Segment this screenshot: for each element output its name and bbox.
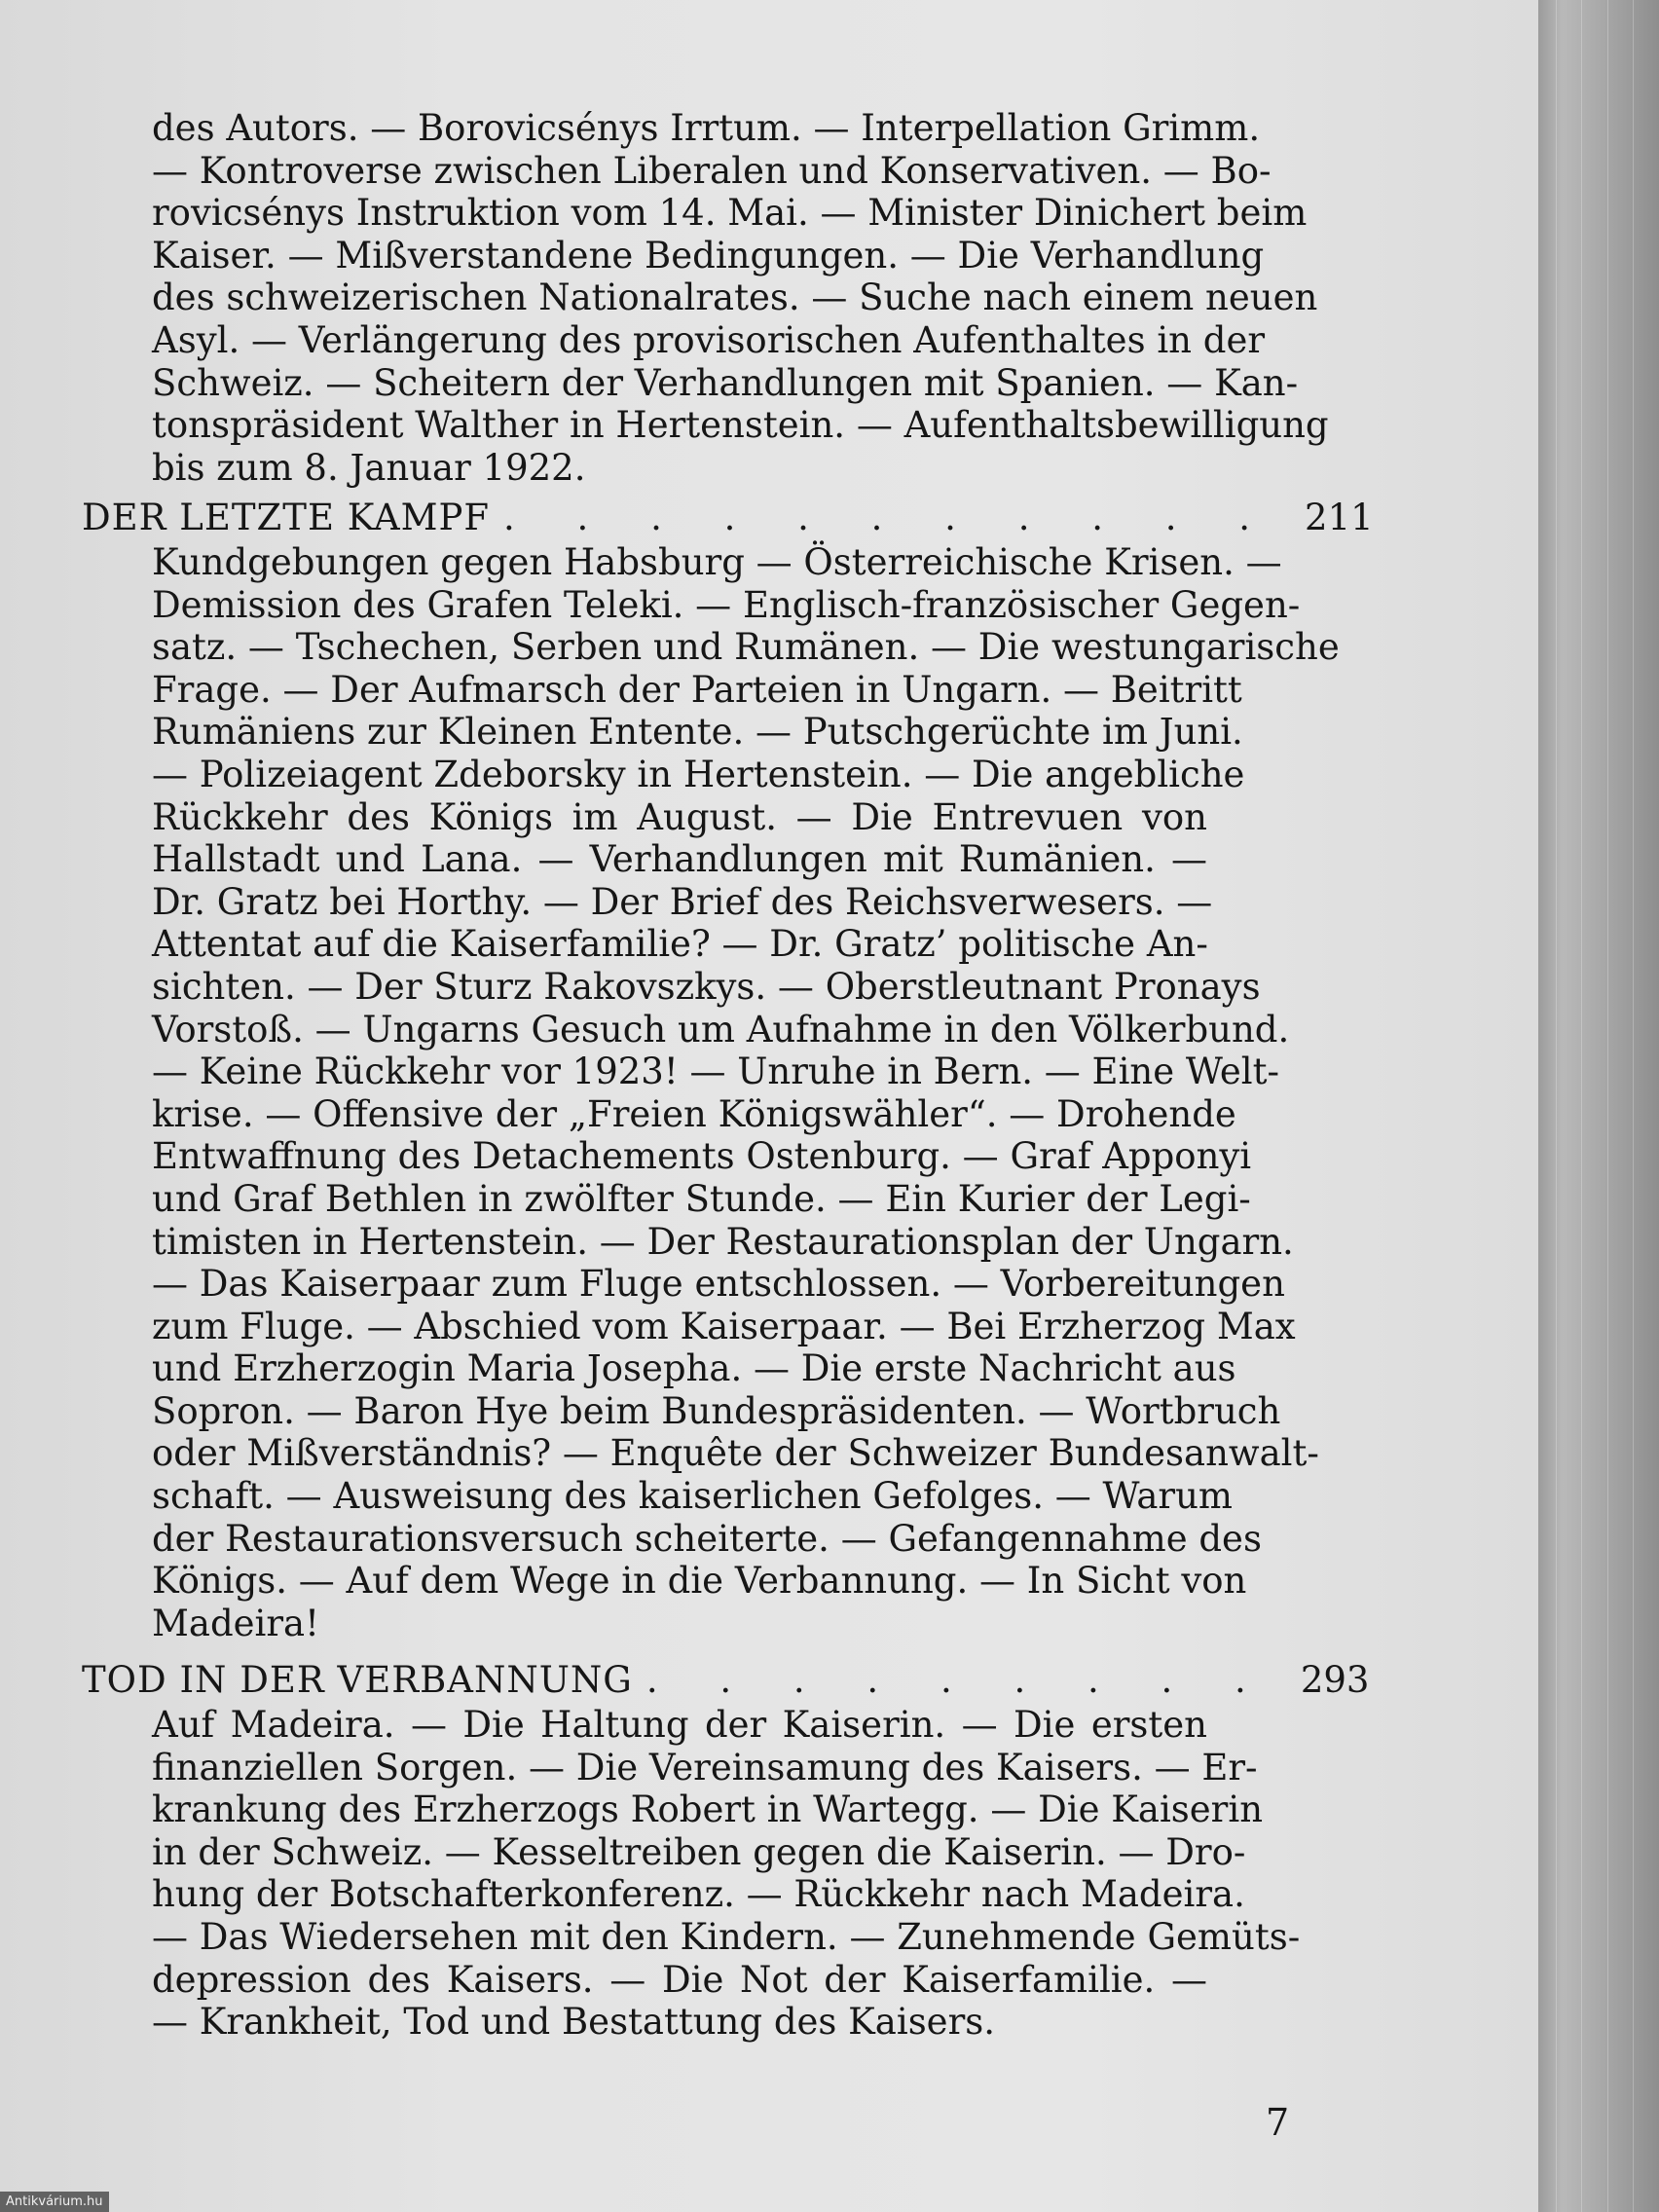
toc-line: Auf Madeira. — Die Haltung der Kaiserin. — Die ersten (152, 1704, 1207, 1746)
chapter-heading-tod-in-der-verbannung (82, 1659, 1370, 1702)
toc-line: — Krankheit, Tod und Bestattung des Kaisers. (152, 2001, 996, 2044)
toc-line: der Restaurationsversuch scheiterte. — Gefangennahme des (152, 1517, 1262, 1560)
toc-line: timisten in Hertenstein. — Der Restaurationsplan der Ungarn. (152, 1220, 1294, 1263)
toc-line: des schweizerischen Nationalrates. — Suche nach einem neuen (152, 276, 1318, 319)
toc-line: krise. — Offensive der „Freien Königswähler“. — Drohende (152, 1092, 1236, 1135)
dot-leader: . . . . . . . . . . . (503, 497, 1276, 538)
toc-line: Kaiser. — Mißverstandene Bedingungen. — Die Verhandlung (152, 234, 1265, 276)
toc-line: rovicsénys Instruktion vom 14. Mai. — Minister Dinichert beim (152, 192, 1308, 235)
chapter-title: DER LETZTE KAMPF (82, 497, 491, 538)
chapter-heading-der-letzte-kampf (82, 497, 1374, 539)
toc-line: krankung des Erzherzogs Robert in Wartegg. — Die Kaiserin (152, 1788, 1264, 1831)
toc-line: Entwaffnung des Detachements Ostenburg. — Graf Apponyi (152, 1135, 1252, 1178)
toc-line: Rumäniens zur Kleinen Entente. — Putschgerüchte im Juni. (152, 711, 1243, 754)
chapter-title: TOD IN DER VERBANNUNG (82, 1659, 633, 1701)
toc-line: sichten. — Der Sturz Rakovszkys. — Oberstleutnant Pronays (152, 965, 1261, 1008)
toc-continuation-text (152, 107, 1329, 489)
toc-line: — Kontroverse zwischen Liberalen und Konservativen. — Bo- (152, 149, 1272, 192)
page-edge-shadow (1538, 0, 1659, 2212)
chapter-page-number: 293 (1300, 1659, 1370, 1701)
toc-line: Königs. — Auf dem Wege in die Verbannung. — In Sicht von (152, 1560, 1247, 1603)
chapter-summary-der-letzte-kampf (152, 541, 1340, 1644)
toc-line: Schweiz. — Scheitern der Verhandlungen mit Spanien. — Kan- (152, 361, 1299, 404)
toc-line: Dr. Gratz bei Horthy. — Der Brief des Reichsverwesers. — (152, 880, 1213, 923)
toc-line: — Das Kaiserpaar zum Fluge entschlossen. — Vorbereitungen (152, 1263, 1285, 1306)
toc-line: — Das Wiedersehen mit den Kindern. — Zunehmende Gemüts- (152, 1915, 1301, 1958)
toc-line: zum Fluge. — Abschied vom Kaiserpaar. — Bei Erzherzog Max (152, 1305, 1296, 1347)
toc-line: Demission des Grafen Teleki. — Englisch-französischer Gegen- (152, 583, 1301, 626)
toc-line: satz. — Tschechen, Serben und Rumänen. — Die westungarische (152, 626, 1340, 669)
page-number: 7 (1266, 2101, 1290, 2144)
toc-line: oder Mißverständnis? — Enquête der Schweizer Bundesanwalt- (152, 1432, 1319, 1475)
toc-line: Frage. — Der Aufmarsch der Parteien in Ungarn. — Beitritt (152, 668, 1242, 711)
toc-line: in der Schweiz. — Kesseltreiben gegen die Kaiserin. — Dro- (152, 1830, 1246, 1873)
toc-line: des Autors. — Borovicsénys Irrtum. — Interpellation Grimm. (152, 107, 1261, 149)
chapter-summary-tod-in-der-verbannung (152, 1704, 1301, 2044)
toc-line: — Keine Rückkehr vor 1923! — Unruhe in Bern. — Eine Welt- (152, 1051, 1280, 1093)
toc-line: und Graf Bethlen in zwölfter Stunde. — Ein Kurier der Legi- (152, 1177, 1251, 1220)
toc-line: tonspräsident Walther in Hertenstein. — Aufenthaltsbewilligung (152, 404, 1329, 447)
toc-line: finanziellen Sorgen. — Die Vereinsamung des Kaisers. — Er- (152, 1746, 1258, 1788)
toc-line: Attentat auf die Kaiserfamilie? — Dr. Gratz’ politische An- (152, 923, 1208, 966)
toc-line: Rückkehr des Königs im August. — Die Entrevuen von (152, 795, 1207, 838)
toc-line: bis zum 8. Januar 1922. (152, 446, 586, 489)
toc-line: Kundgebungen gegen Habsburg — Österreichische Krisen. — (152, 541, 1282, 583)
toc-line: Hallstadt und Lana. — Verhandlungen mit Rumänien. — (152, 838, 1207, 881)
chapter-page-number: 211 (1305, 497, 1374, 538)
toc-line: und Erzherzogin Maria Josepha. — Die erste Nachricht aus (152, 1347, 1236, 1390)
toc-line: Vorstoß. — Ungarns Gesuch um Aufnahme in den Völkerbund. (152, 1008, 1290, 1051)
toc-line: Sopron. — Baron Hye beim Bundespräsidenten. — Wortbruch (152, 1389, 1281, 1432)
watermark-label: Antikvárium.hu (0, 2192, 109, 2212)
toc-line: — Polizeiagent Zdeborsky in Hertenstein. — Die angebliche (152, 753, 1245, 795)
toc-line: Madeira! (152, 1602, 319, 1644)
toc-line: hung der Botschafterkonferenz. — Rückkehr nach Madeira. (152, 1873, 1245, 1916)
toc-line: Asyl. — Verlängerung des provisorischen Aufenthaltes in der (152, 318, 1266, 361)
dot-leader: . . . . . . . . . (645, 1659, 1272, 1701)
toc-line: depression des Kaisers. — Die Not der Kaiserfamilie. — (152, 1958, 1207, 2001)
toc-line: schaft. — Ausweisung des kaiserlichen Gefolges. — Warum (152, 1475, 1233, 1518)
